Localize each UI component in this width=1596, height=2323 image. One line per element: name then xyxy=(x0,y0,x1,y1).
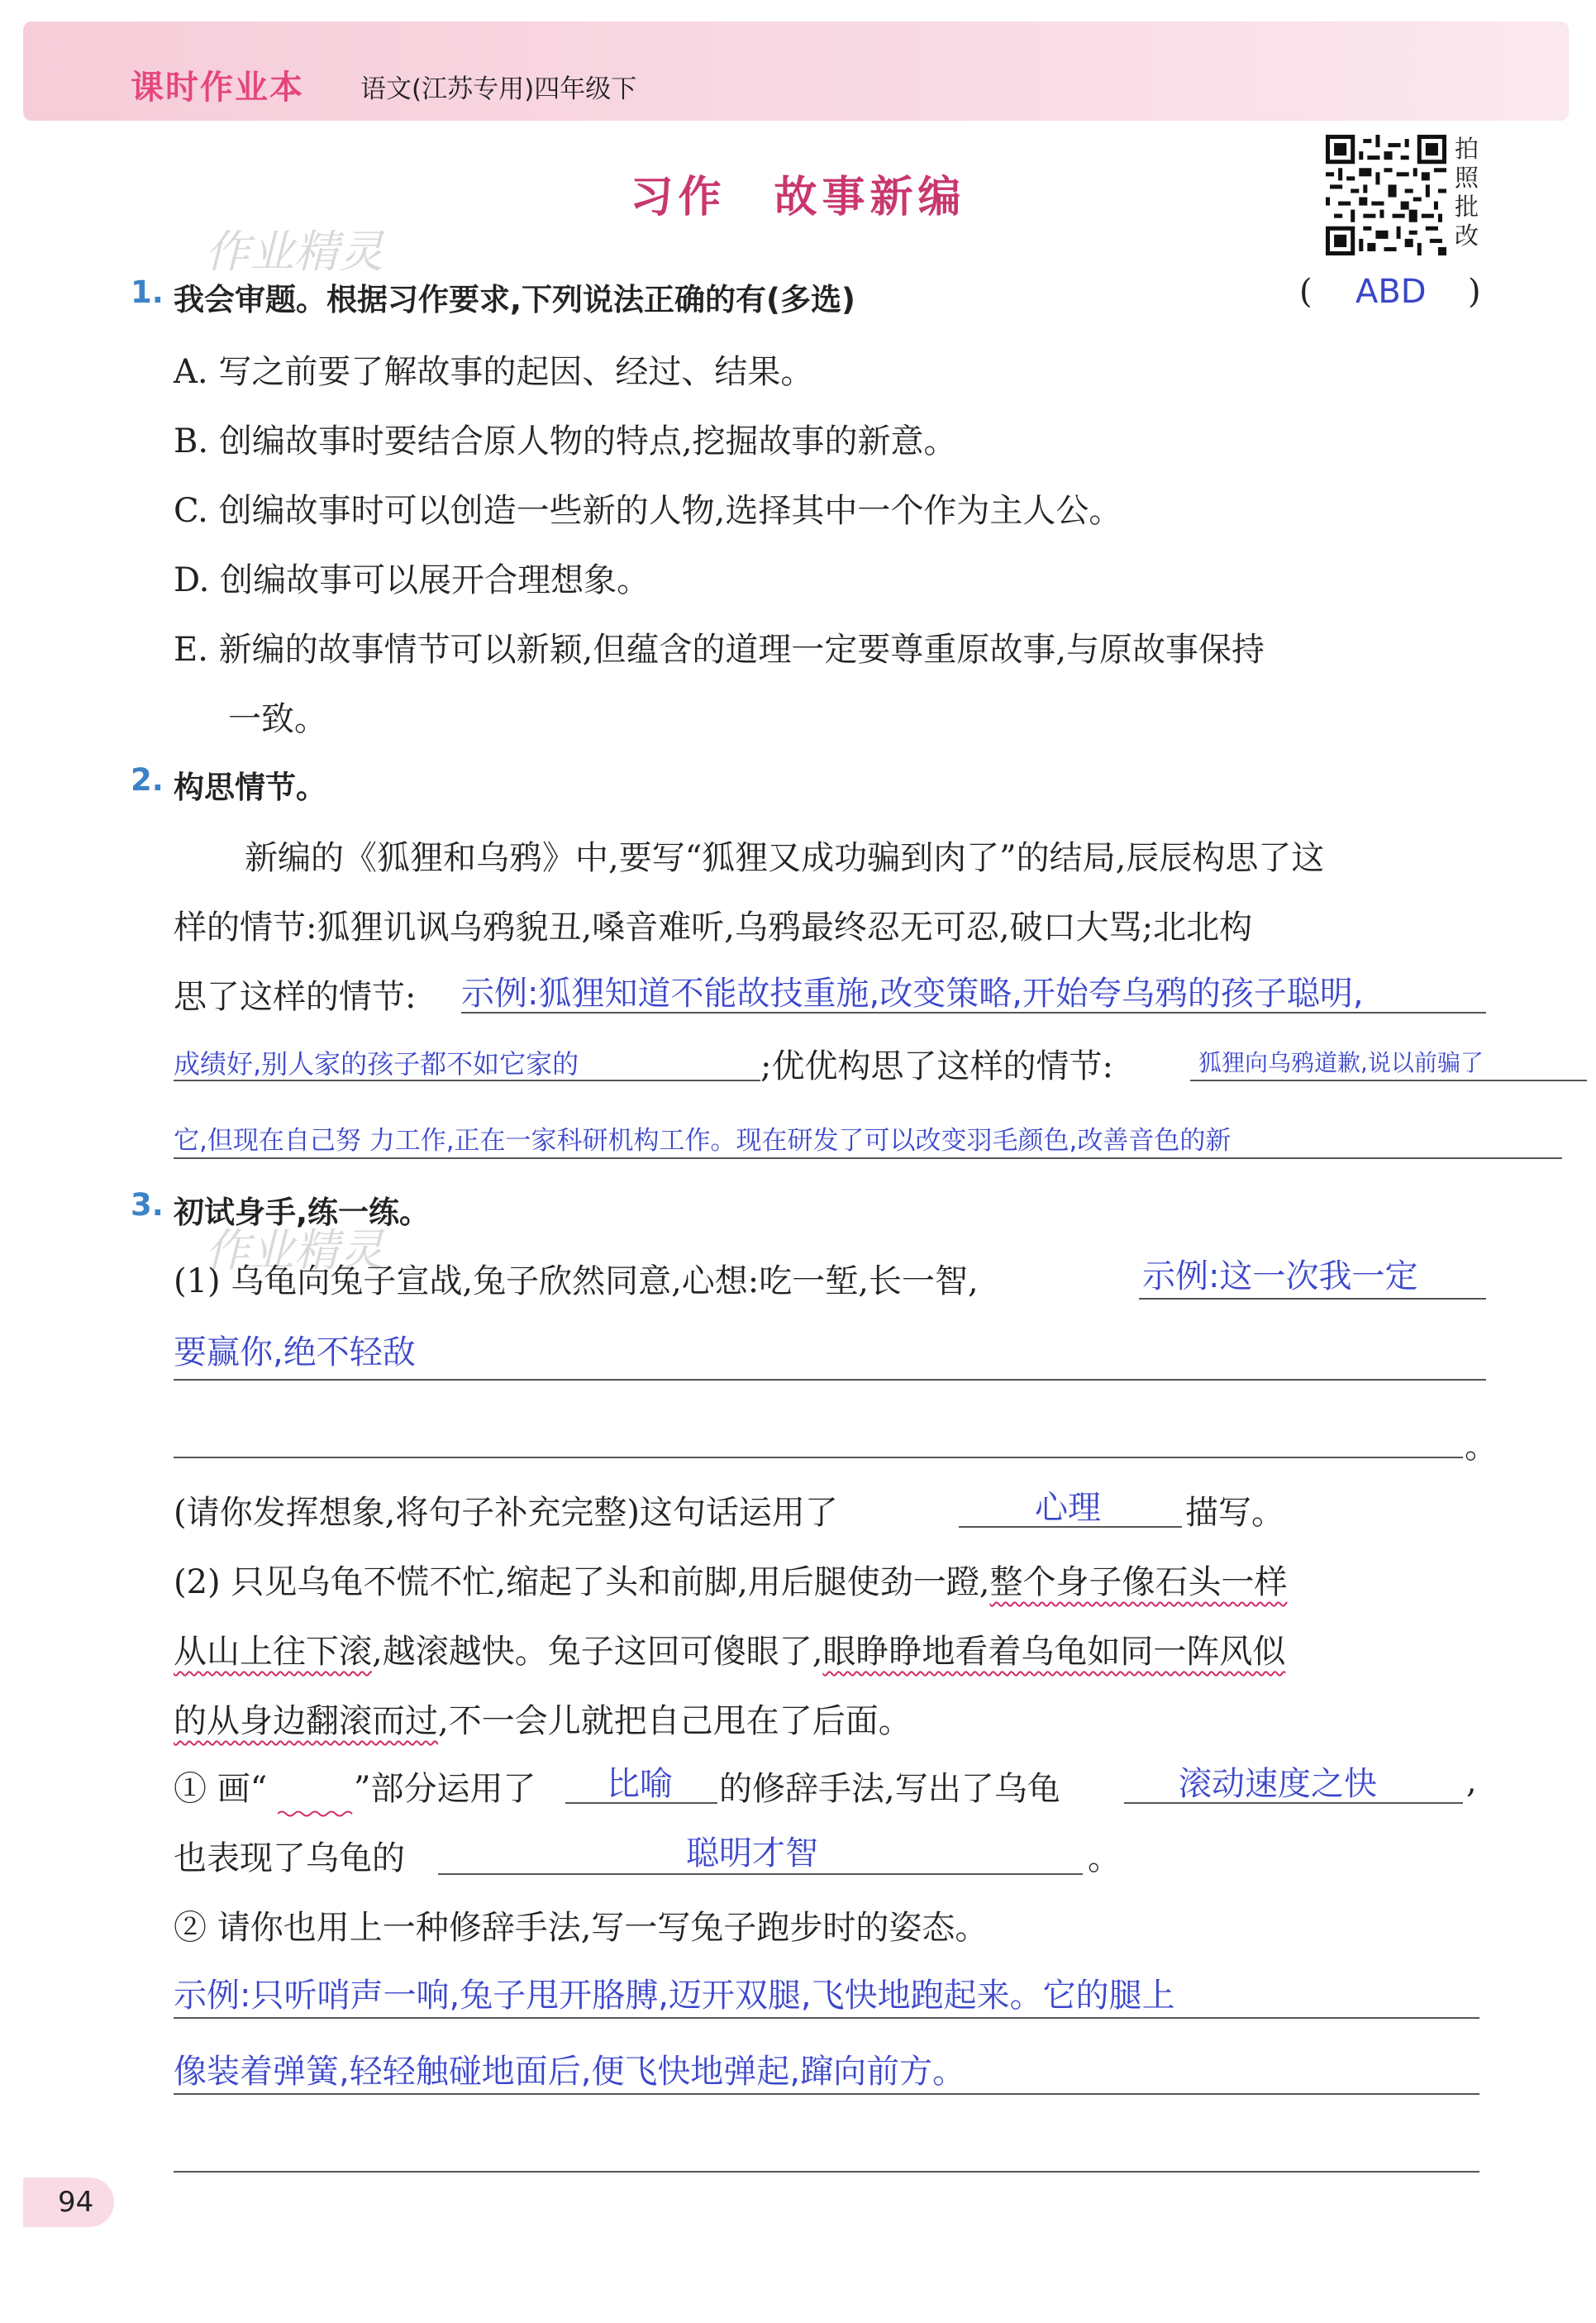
watermark: 作业精灵 xyxy=(205,226,384,278)
q1-option-a: A. 写之前要了解故事的起因、经过、结果。 xyxy=(174,353,814,391)
q3-c2-prompt: ② 请你也用上一种修辞手法,写一写兔子跑步时的姿态。 xyxy=(174,1909,989,1947)
answer-line xyxy=(174,2017,1479,2019)
q3-s1-note-answer: 心理 xyxy=(1035,1489,1101,1527)
q2-answer-2: 狐狸向乌鸦道歉,说以前骗了 xyxy=(1198,1049,1484,1076)
q2-stem: 构思情节。 xyxy=(174,770,326,805)
q3-c2-answer-1: 示例:只听哨声一响,兔子甩开胳膊,迈开双腿,飞快地跑起来。它的腿上 xyxy=(174,1977,1175,2015)
q3-c1-mid: ”部分运用了 xyxy=(354,1770,536,1808)
wavy-line-icon xyxy=(278,1805,354,1814)
answer-line xyxy=(461,1012,1486,1014)
answer-line xyxy=(174,1457,1463,1458)
q3-c1-answer-3: 聪明才智 xyxy=(686,1834,818,1872)
q3-s2-line-3: 的从身边翻滚而过,不一会儿就把自己甩在了后面。 xyxy=(174,1702,912,1740)
highlighted-phrase: 眼睁睁地看着乌龟如同一阵风似 xyxy=(822,1633,1286,1671)
q1-number: 1. xyxy=(131,274,164,310)
watermark: 作业精灵 xyxy=(205,1224,384,1276)
q3-c1-mid2: 的修辞手法,写出了乌龟 xyxy=(719,1770,1060,1808)
q3-c1-end: 。 xyxy=(1088,1839,1121,1877)
q3-c1-prefix: ① 画“ xyxy=(174,1770,268,1808)
q1-paren-open: ( xyxy=(1299,273,1313,311)
subject-label: 语文(江苏专用)四年级下 xyxy=(360,74,637,104)
page-title: 习作 故事新编 xyxy=(630,173,966,222)
answer-line xyxy=(438,1873,1083,1875)
q1-answer: ABD xyxy=(1355,273,1427,311)
qr-code-icon[interactable] xyxy=(1326,135,1446,255)
q2-line-2: 样的情节:狐狸讥讽乌鸦貌丑,嗓音难听,乌鸦最终忍无可忍,破口大骂;北北构 xyxy=(174,909,1253,947)
answer-line xyxy=(174,2171,1479,2173)
answer-line xyxy=(1139,1298,1486,1300)
q1-stem: 我会审题。根据习作要求,下列说法正确的有(多选) xyxy=(174,282,855,317)
q1-option-e-cont: 一致。 xyxy=(228,700,327,738)
q3-s1-note: (请你发挥想象,将句子补充完整)这句话运用了 xyxy=(174,1494,838,1532)
highlighted-phrase: 整个身子像石头一样 xyxy=(989,1563,1288,1601)
brand-title: 课时作业本 xyxy=(131,69,304,107)
highlighted-phrase: 的从身边翻滚而过 xyxy=(174,1702,438,1740)
q1-option-b: B. 创编故事时要结合原人物的特点,挖掘故事的新意。 xyxy=(174,422,957,460)
q3-s2-line-1: (2) 只见乌龟不慌不忙,缩起了头和前脚,用后腿使劲一蹬,整个身子像石头一样 xyxy=(174,1563,1288,1601)
qr-label: 拍 照 批 改 xyxy=(1455,135,1479,250)
q2-answer-1: 示例:狐狸知道不能故技重施,改变策略,开始夸乌鸦的孩子聪明, xyxy=(461,975,1364,1013)
page-number: 94 xyxy=(58,2186,94,2219)
q1-option-d: D. 创编故事可以展开合理想象。 xyxy=(174,561,650,599)
q3-c1-line-2: 也表现了乌龟的 xyxy=(174,1839,405,1877)
q3-stem: 初试身手,练一练。 xyxy=(174,1195,431,1230)
q3-c2-answer-2: 像装着弹簧,轻轻触碰地面后,便飞快地弹起,蹿向前方。 xyxy=(174,2053,966,2091)
answer-line xyxy=(174,2093,1479,2095)
q2-number: 2. xyxy=(131,762,164,798)
q2-line-4-text: ;优优构思了这样的情节: xyxy=(760,1047,1113,1085)
q1-option-e: E. 新编的故事情节可以新颖,但蕴含的道理一定要尊重原故事,与原故事保持 xyxy=(174,631,1265,669)
q3-s1-answer: 示例:这一次我一定 xyxy=(1142,1257,1418,1295)
q3-s1-answer-cont: 要赢你,绝不轻敌 xyxy=(174,1333,416,1371)
q3-s2-line-2: 从山上往下滚,越滚越快。兔子这回可傻眼了,眼睁睁地看着乌龟如同一阵风似 xyxy=(174,1633,1286,1671)
q2-answer-1-cont: 成绩好,别人家的孩子都不如它家的 xyxy=(174,1048,579,1080)
q3-s1-note-end: 描写。 xyxy=(1185,1494,1284,1532)
q3-c1-answer-1: 比喻 xyxy=(607,1765,673,1803)
q3-c1-comma: , xyxy=(1466,1763,1477,1801)
answer-line xyxy=(565,1802,717,1804)
answer-line xyxy=(174,1080,760,1081)
q3-number: 3. xyxy=(131,1187,164,1223)
q2-answer-2-cont: 它,但现在自己努 力工作,正在一家科研机构工作。现在研发了可以改变羽毛颜色,改善音色的新 xyxy=(174,1126,1232,1156)
highlighted-phrase: 从山上往下滚 xyxy=(174,1633,372,1671)
q2-line-3-text: 思了这样的情节: xyxy=(174,978,417,1016)
q2-line-1: 新编的《狐狸和乌鸦》中,要写“狐狸又成功骗到肉了”的结局,辰辰构思了这 xyxy=(245,839,1325,877)
q1-option-c: C. 创编故事时可以创造一些新的人物,选择其中一个作为主人公。 xyxy=(174,492,1122,530)
answer-line xyxy=(174,1157,1562,1159)
q1-paren-close: ) xyxy=(1468,273,1481,311)
answer-line xyxy=(174,1379,1486,1381)
answer-line xyxy=(959,1526,1182,1528)
q3-s1-end: 。 xyxy=(1465,1428,1498,1466)
answer-line xyxy=(1124,1802,1463,1804)
q3-c1-answer-2: 滚动速度之快 xyxy=(1179,1765,1377,1803)
answer-line xyxy=(1190,1080,1587,1081)
q3-s1-text: (1) 乌龟向兔子宣战,兔子欣然同意,心想:吃一堑,长一智, xyxy=(174,1262,979,1300)
